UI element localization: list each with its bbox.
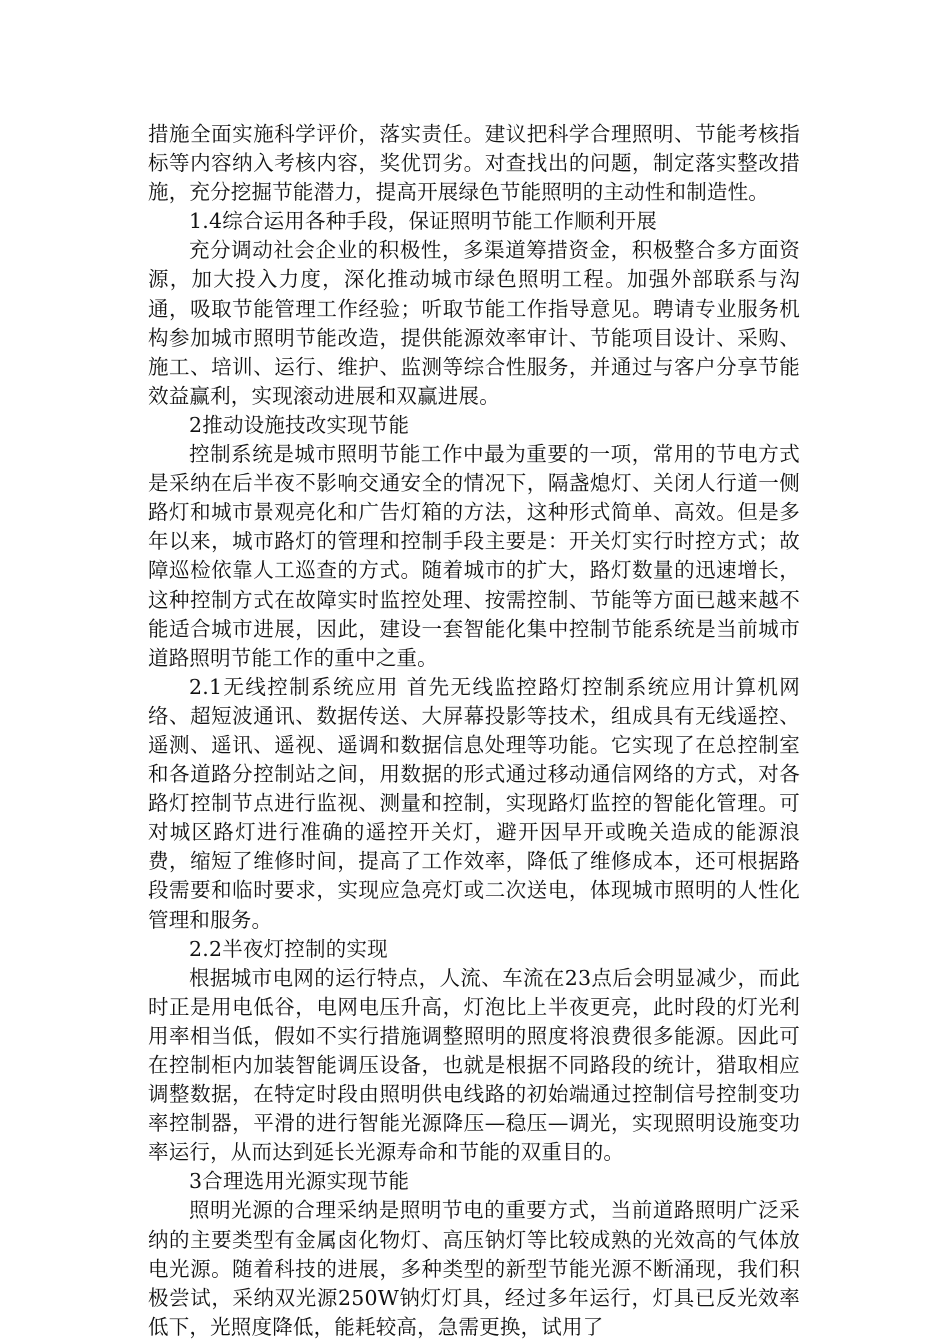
paragraph-1-4-body: 充分调动社会企业的积极性，多渠道筹措资金，积极整合多方面资源，加大投入力度，深化推动城市绿色照明工程。加强外部联系与沟通，吸取节能管理工作经验；听取节能工作指导意见。聘请专业服务机构参加城市照明节能改造，提供能源效率审计、节能项目设计、采购、施工、培训、运行、维护、监测等综合性服务，并通过与客户分享节能效益赢利，实现滚动进展和双赢进展。 <box>148 238 800 408</box>
section-heading-2: 2推动设施技改实现节能 <box>189 412 410 437</box>
paragraph-2-body: 控制系统是城市照明节能工作中最为重要的一项，常用的节电方式是采纳在后半夜不影响交通安全的情况下，隔盏熄灯、关闭人行道一侧路灯和城市景观亮化和广告灯箱的方法，这种形式简单、高效。但是多年以来，城市路灯的管理和控制手段主要是：开关灯实行时控方式；故障巡检依靠人工巡查的方式。随着城市的扩大，路灯数量的迅速增长，这种控制方式在故障实时监控处理、按需控制、节能等方面已越来越不能适合城市进展，因此，建设一套智能化集中控制节能系统是当前城市道路照明节能工作的重中之重。 <box>148 442 800 670</box>
document-body <box>148 120 800 1342</box>
paragraph-3-body: 照明光源的合理采纳是照明节电的重要方式，当前道路照明广泛采纳的主要类型有金属卤化物灯、高压钠灯等比较成熟的光效高的气体放电光源。随着科技的进展，多种类型的新型节能光源不断涌现，我们积极尝试，采纳双光源250W钠灯灯具，经过多年运行，灯具已反光效率低下，光照度降低，能耗较高，急需更换，试用了 <box>148 1198 800 1339</box>
paragraph-2-2-body: 根据城市电网的运行特点，人流、车流在23点后会明显减少，而此时正是用电低谷，电网电压升高，灯泡比上半夜更亮，此时段的灯光利用率相当低，假如不实行措施调整照明的照度将浪费很多能源。因此可在控制柜内加装智能调压设备，也就是根据不同路段的统计，猎取相应调整数据，在特定时段由照明供电线路的初始端通过控制信号控制变功率控制器，平滑的进行智能光源降压—稳压—调光，实现照明设施变功率运行，从而达到延长光源寿命和节能的双重目的。 <box>148 965 800 1165</box>
paragraph-intro-continuation: 措施全面实施科学评价，落实责任。建议把科学合理照明、节能考核指标等内容纳入考核内容，奖优罚劣。对查找出的问题，制定落实整改措施，充分挖掘节能潜力，提高开展绿色节能照明的主动性和制造性。 <box>148 122 800 205</box>
paragraph-2-1-body: 2.1无线控制系统应用 首先无线监控路灯控制系统应用计算机网络、超短波通讯、数据传送、大屏幕投影等技术，组成具有无线遥控、遥测、遥讯、遥视、遥调和数据信息处理等功能。它实现了在总控制室和各道路分控制站之间，用数据的形式通过移动通信网络的方式，对各路灯控制节点进行监视、测量和控制，实现路灯监控的智能化管理。可对城区路灯进行准确的遥控开关灯，避开因早开或晚关造成的能源浪费，缩短了维修时间，提高了工作效率，降低了维修成本，还可根据路段需要和临时要求，实现应急亮灯或二次送电，体现城市照明的人性化管理和服务。 <box>148 674 800 932</box>
section-heading-1-4: 1.4综合运用各种手段，保证照明节能工作顺利开展 <box>189 209 657 234</box>
section-heading-2-2: 2.2半夜灯控制的实现 <box>189 936 388 961</box>
section-heading-3: 3合理选用光源实现节能 <box>189 1169 410 1194</box>
